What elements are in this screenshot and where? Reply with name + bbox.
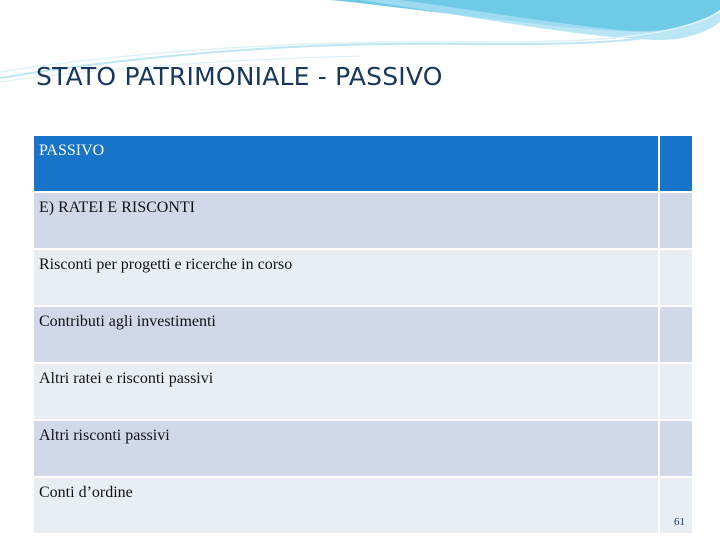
table-row-label: E) RATEI E RISCONTI (33, 192, 659, 249)
table-row-label: Conti d’ordine (33, 477, 659, 534)
passivo-table (32, 134, 694, 535)
table-row (33, 420, 693, 477)
table-row (33, 363, 693, 420)
table-header-label: PASSIVO (33, 135, 659, 192)
table-row-label: Altri ratei e risconti passivi (33, 363, 659, 420)
table-row-label: Altri risconti passivi (33, 420, 659, 477)
table-row-value-cell (659, 306, 693, 363)
table-row (33, 306, 693, 363)
table-row-value-cell (659, 420, 693, 477)
table-row (33, 249, 693, 306)
table-row-value-cell (659, 363, 693, 420)
table-row (33, 192, 693, 249)
page-number: 61 (674, 516, 685, 528)
table-header-row (33, 135, 693, 192)
table-row-label: Contributi agli investimenti (33, 306, 659, 363)
table-header-value-cell (659, 135, 693, 192)
table-row (33, 477, 693, 534)
slide-title: STATO PATRIMONIALE - PASSIVO (36, 62, 443, 91)
table-row-value-cell (659, 249, 693, 306)
table-row-value-cell (659, 192, 693, 249)
table-row-label: Risconti per progetti e ricerche in corso (33, 249, 659, 306)
